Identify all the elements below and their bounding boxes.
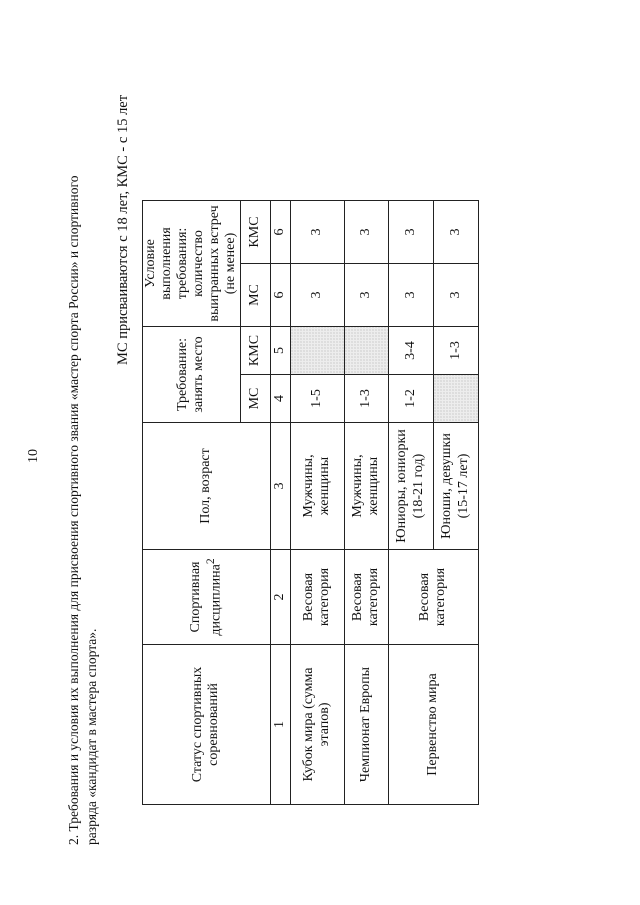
column-number: 6	[270, 264, 290, 327]
cell-gender: Юниоры, юниорки (18-21 год)	[388, 423, 433, 550]
header-status: Статус спортивных соревнований	[143, 645, 271, 805]
table-note: МС присваиваются с 18 лет, КМС - с 15 лет	[115, 94, 131, 365]
cell-discipline: Весовая категория	[290, 550, 344, 645]
cell-gender: Юноши, девушки (15-17 лет)	[433, 423, 478, 550]
header-discipline: Спортивная дисциплина$^2$	[143, 550, 271, 645]
section-heading-line-1: 2. Требования и условия их выполнения для присвоения спортивного звания «мастер спорта России» и спортивного	[66, 175, 81, 845]
cell-status: Кубок мира (сумма этапов)	[290, 645, 344, 805]
cell-wins-kms: 3	[290, 201, 344, 264]
footnote-marker: 2	[203, 558, 217, 565]
column-number: 4	[270, 375, 290, 423]
cell-wins-kms: 3	[433, 201, 478, 264]
cell-wins-ms: 3	[388, 264, 433, 327]
cell-wins-ms: 3	[344, 264, 388, 327]
cell-place-kms: 3-4	[388, 327, 433, 375]
header-gender-age: Пол, возраст	[143, 423, 271, 550]
header-wins-ms: МС	[240, 264, 270, 327]
header-place-ms: МС	[240, 375, 270, 423]
page-number: 10	[26, 449, 41, 463]
cell-place-ms: 1-3	[344, 375, 388, 423]
requirements-table	[142, 200, 479, 805]
cell-gender: Мужчины, женщины	[290, 423, 344, 550]
header-place-requirement: Требование: занять место	[143, 327, 241, 423]
cell-gender: Мужчины, женщины	[344, 423, 388, 550]
cell-status: Первенство мира	[388, 645, 478, 805]
cell-place-ms-shaded	[433, 375, 478, 423]
cell-wins-ms: 3	[290, 264, 344, 327]
cell-place-ms: 1-5	[290, 375, 344, 423]
cell-place-ms: 1-2	[388, 375, 433, 423]
cell-discipline: Весовая категория	[388, 550, 478, 645]
cell-status: Чемпионат Европы	[344, 645, 388, 805]
cell-wins-kms: 3	[344, 201, 388, 264]
header-wins-kms: КМС	[240, 201, 270, 264]
column-number: 1	[270, 645, 290, 805]
header-wins-condition: Условие выполнения требования: количество выигранных встреч (не менее)	[143, 201, 241, 327]
cell-place-kms-shaded	[290, 327, 344, 375]
section-heading-line-2: разряда «кандидат в мастера спорта».	[84, 628, 99, 845]
column-number: 3	[270, 423, 290, 550]
header-place-kms: КМС	[240, 327, 270, 375]
cell-place-kms-shaded	[344, 327, 388, 375]
cell-wins-kms: 3	[388, 201, 433, 264]
cell-place-kms: 1-3	[433, 327, 478, 375]
cell-discipline: Весовая категория	[344, 550, 388, 645]
column-number: 2	[270, 550, 290, 645]
column-number: 5	[270, 327, 290, 375]
column-number: 6	[270, 201, 290, 264]
cell-wins-ms: 3	[433, 264, 478, 327]
